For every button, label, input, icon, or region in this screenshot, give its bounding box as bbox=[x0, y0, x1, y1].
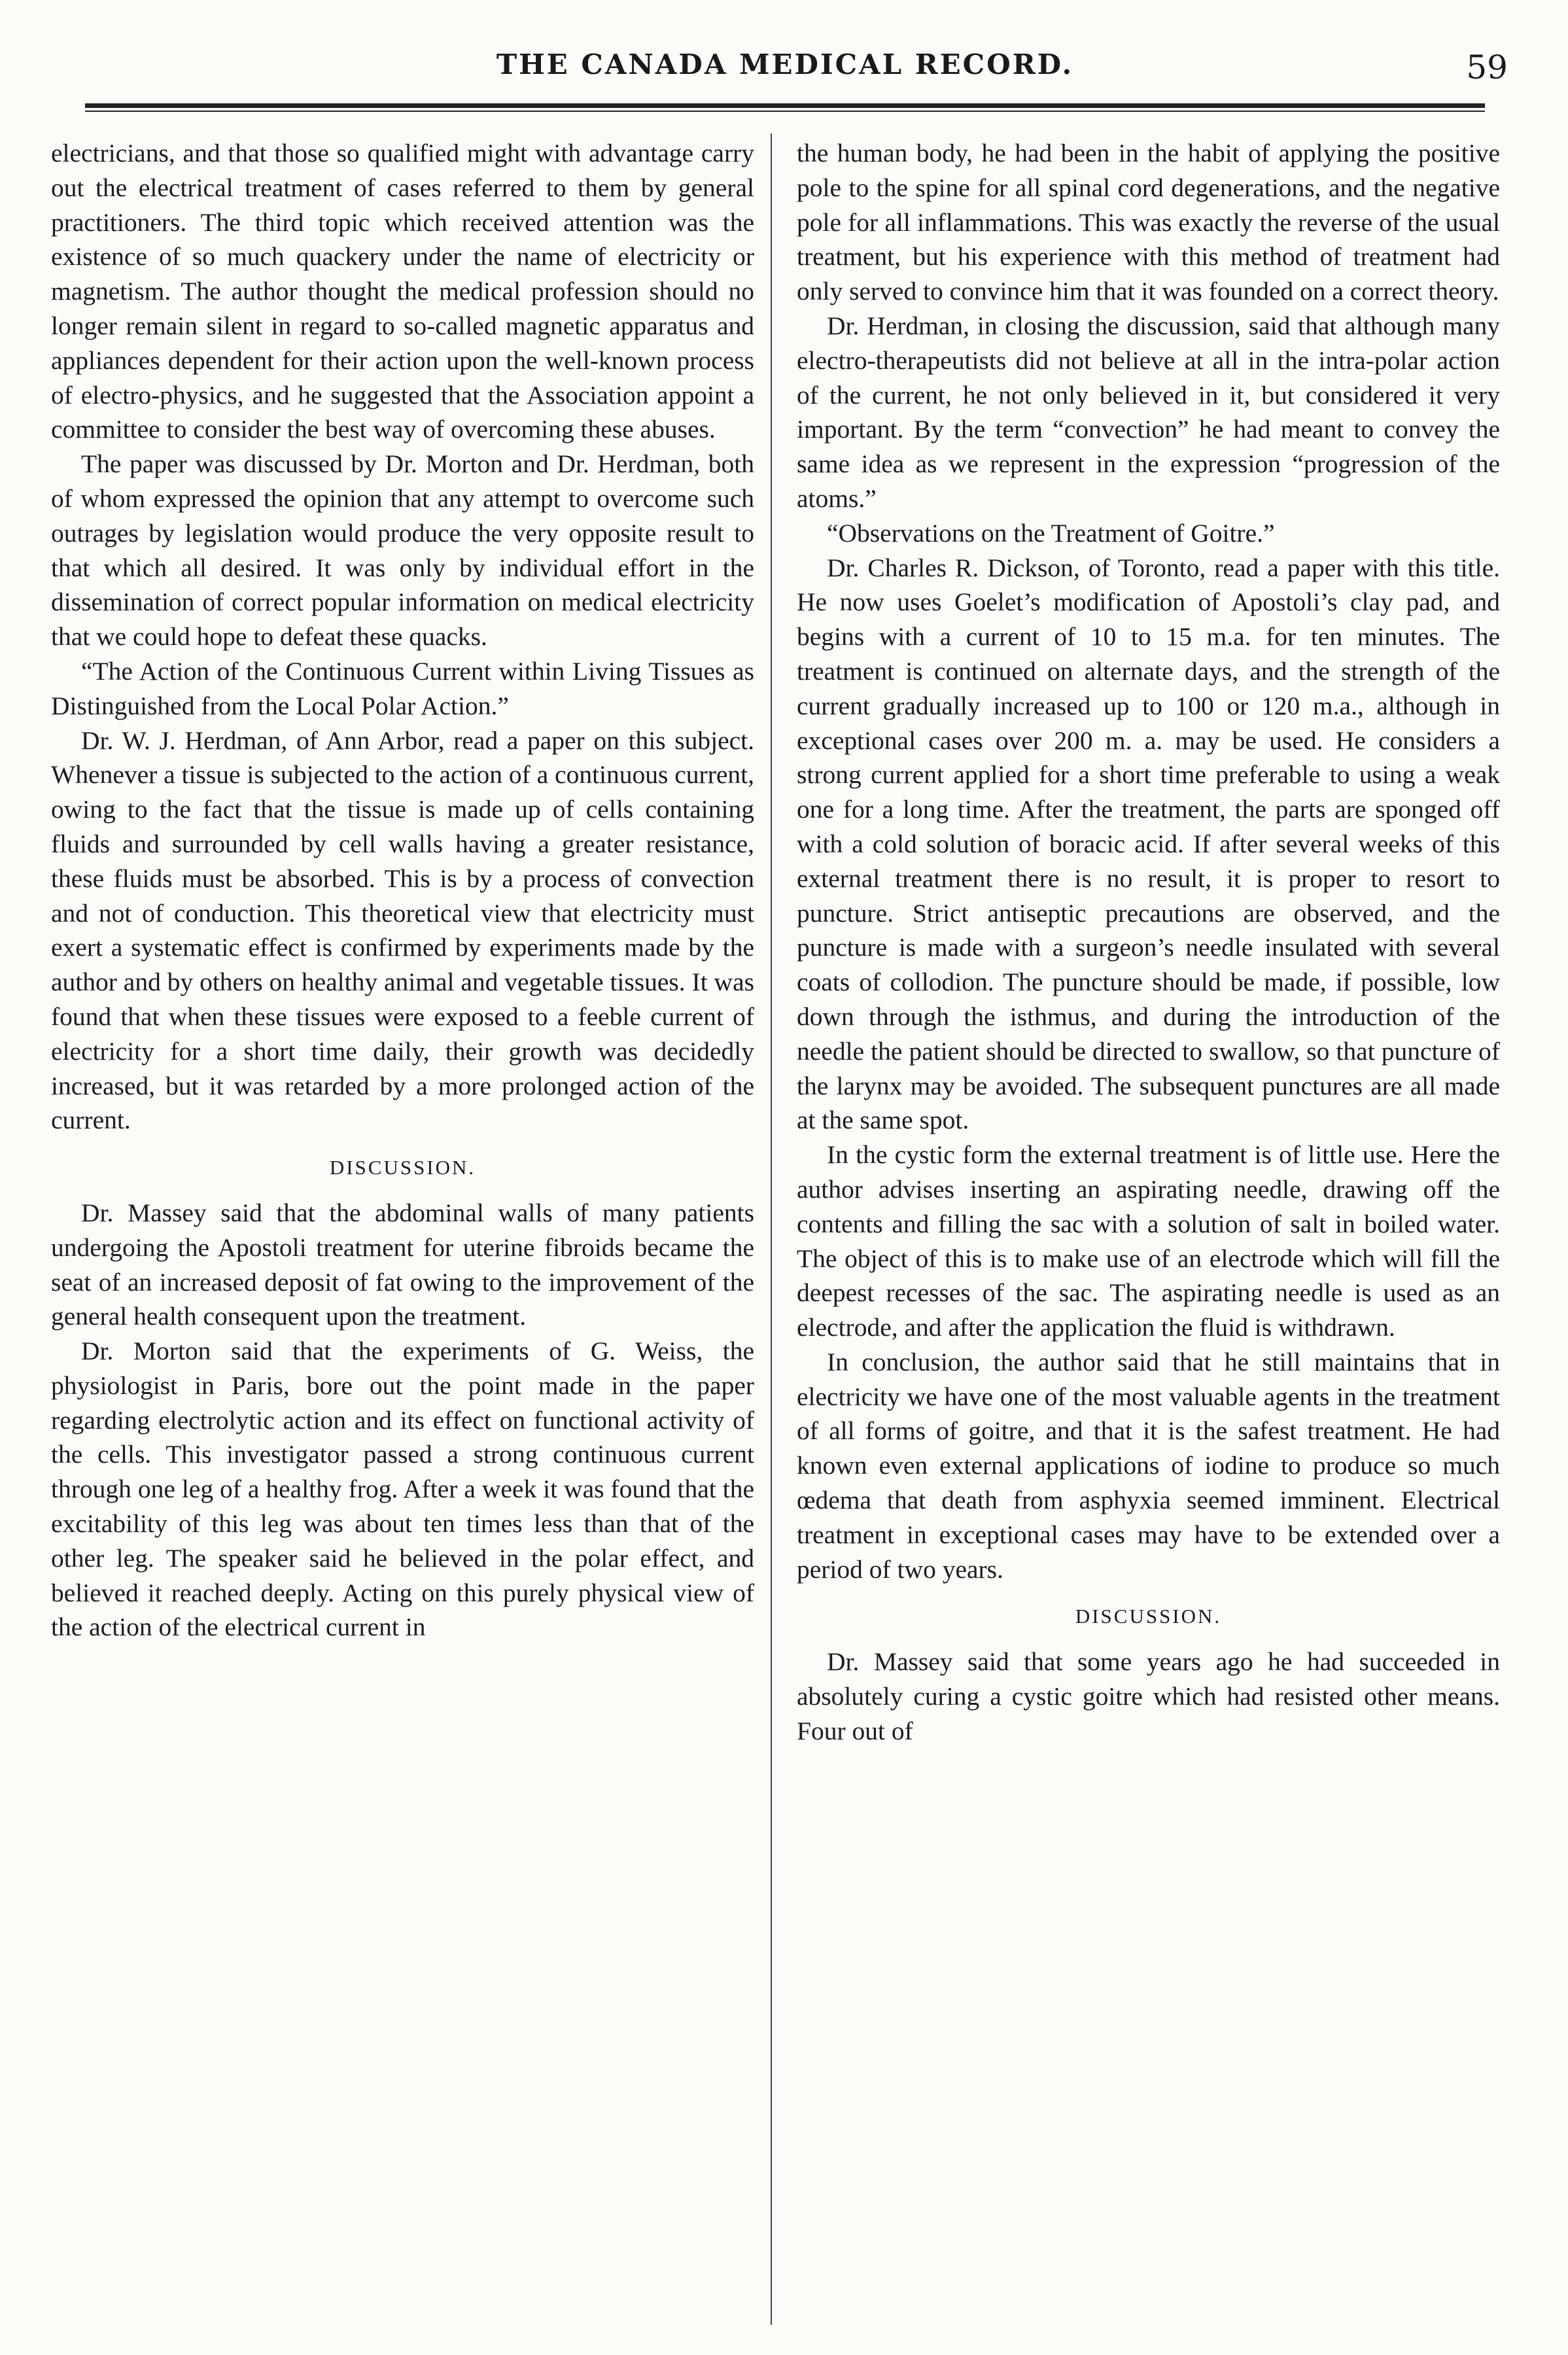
right-column bbox=[797, 136, 1500, 1749]
running-head bbox=[0, 48, 1568, 88]
paper-title: “The Action of the Continuous Current within Living Tissues as Distinguished from the Local Polar Action.” bbox=[51, 656, 754, 720]
header-rule bbox=[85, 103, 1485, 112]
paper-title: “Observations on the Treatment of Goitre.” bbox=[827, 518, 1275, 548]
paragraph: Dr. Massey said that the abdominal walls of many patients undergoing the Apostoli treatment for uterine fibroids became the seat of an increased deposit of fat owing to the improvement of the general health consequent upon the treatment. bbox=[51, 1198, 754, 1331]
paragraph: In the cystic form the external treatment is of little use. Here the author advises inserting an aspirating needle, drawing off the contents and filling the sac with a solution of salt in boiled water. The object of this is to make use of an electrode which will fill the deepest recesses of the sac. The aspirating needle is used as an electrode, and after the application the fluid is withdrawn. bbox=[797, 1140, 1500, 1342]
left-column bbox=[51, 136, 754, 1645]
page-number: 59 bbox=[1466, 48, 1508, 86]
paragraph: In conclusion, the author said that he still maintains that in electricity we have one of the most valuable agents in the treatment of all forms of goitre, and that it is the safest treatment. He had known even external applications of iodine to produce so much œdema that death from asphyxia seemed imminent. Electrical treatment in exceptional cases may have to be extended over a period of two years. bbox=[797, 1347, 1500, 1584]
paragraph: Dr. Charles R. Dickson, of Toronto, read a paper with this title. He now uses Goelet’s modification of Apostoli’s clay pad, and begins with a current of 10 to 15 m.a. for ten minutes. The treatment is continued on alternate days, and the strength of the current gradually increased up to 100 or 120 m.a., although in exceptional cases over 200 m. a. may be used. He considers a strong current applied for a short time preferable to using a weak one for a long time. After the treatment, the parts are sponged off with a cold solution of boracic acid. If after several weeks of this external treatment there is no result, it is proper to resort to puncture. Strict antiseptic precautions are observed, and the puncture is made with a surgeon’s needle insulated with several coats of collodion. The puncture should be made, if possible, low down through the isthmus, and during the introduction of the needle the patient should be directed to swallow, so that puncture of the larynx may be avoided. The subsequent punctures are all made at the same spot. bbox=[797, 553, 1500, 1135]
paragraph: the human body, he had been in the habit of applying the positive pole to the spine for all spinal cord degenerations, and the negative pole for all inflammations. This was exactly the reverse of the usual treatment, but his experience with this method of treatment had only served to convince him that it was founded on a correct theory. bbox=[797, 139, 1500, 306]
section-heading: DISCUSSION. bbox=[1075, 1605, 1222, 1628]
paragraph: Dr. Massey said that some years ago he had succeeded in absolutely curing a cystic goitre which had resisted other means. Four out of bbox=[797, 1647, 1500, 1745]
journal-title: THE CANADA MEDICAL RECORD. bbox=[496, 48, 1074, 80]
paragraph: The paper was discussed by Dr. Morton and Dr. Herdman, both of whom expressed the opinion that any attempt to overcome such outrages by legislation would produce the very opposite result to that which all desired. It was only by individual effort in the dissemination of correct popular information on medical electricity that we could hope to defeat these quacks. bbox=[51, 449, 754, 652]
paragraph: Dr. Herdman, in closing the discussion, said that although many electro-therapeutists did not believe at all in the intra-polar action of the current, he not only believed in it, but considered it very important. By the term “convection” he had meant to convey the same idea as we represent in the expression “progression of the atoms.” bbox=[797, 311, 1500, 513]
section-heading: DISCUSSION. bbox=[329, 1156, 476, 1179]
paragraph: Dr. Morton said that the experiments of G. Weiss, the physiologist in Paris, bore out the point made in the paper regarding electrolytic action and its effect on functional activity of the cells. This investigator passed a strong continuous current through one leg of a healthy frog. After a week it was found that the excitability of this leg was about ten times less than that of the other leg. The speaker said he believed in the polar effect, and believed it reached deeply. Acting on this purely physical view of the action of the electrical current in bbox=[51, 1336, 754, 1642]
paragraph: electricians, and that those so qualified might with advantage carry out the electrical treatment of cases referred to them by general practitioners. The third topic which received attention was the existence of so much quackery under the name of electricity or magnetism. The author thought the medical profession should no longer remain silent in regard to so-called magnetic apparatus and appliances dependent for their action upon the well-known process of electro-physics, and he suggested that the Association appoint a committee to consider the best way of overcoming these abuses. bbox=[51, 139, 754, 444]
column-divider bbox=[771, 133, 772, 2325]
paragraph: Dr. W. J. Herdman, of Ann Arbor, read a paper on this subject. Whenever a tissue is subjected to the action of a continuous current, owing to the fact that the tissue is made up of cells containing fluids and surrounded by cell walls having a greater resistance, these fluids must be absorbed. This is by a process of convection and not of conduction. This theoretical view that electricity must exert a systematic effect is confirmed by experiments made by the author and by others on healthy animal and vegetable tissues. It was found that when these tissues were exposed to a feeble current of electricity for a short time daily, their growth was decidedly increased, but it was retarded by a more prolonged action of the current. bbox=[51, 725, 754, 1135]
